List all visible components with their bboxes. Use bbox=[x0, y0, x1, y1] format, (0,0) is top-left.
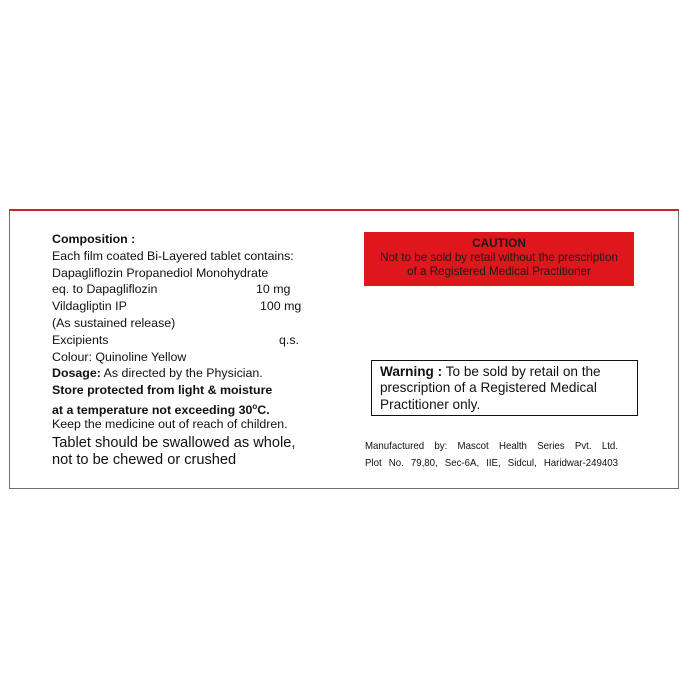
swallow-line-1: Tablet should be swallowed as whole, bbox=[52, 434, 296, 451]
dosage-label: Dosage: bbox=[52, 366, 101, 381]
excipients-qty: q.s. bbox=[279, 332, 299, 347]
ingredient-dapagliflozin-equivalent bbox=[52, 281, 362, 298]
dosage-text: As directed by the Physician. bbox=[103, 366, 263, 381]
ingredient-dapagliflozin-eq-label: eq. to Dapagliflozin bbox=[52, 282, 158, 297]
caution-line-1: Not to be sold by retail without the prescription bbox=[380, 250, 618, 264]
ingredient-vildagliptin-note: (As sustained release) bbox=[52, 315, 176, 330]
degree-symbol: o bbox=[252, 401, 258, 411]
ingredient-vildagliptin-label: Vildagliptin IP bbox=[52, 299, 127, 314]
colour-line: Colour: Quinoline Yellow bbox=[52, 349, 187, 364]
manufacturer-block bbox=[365, 438, 618, 472]
manufacturer-line-1: Manufactured by: Mascot Health Series Pvt. Ltd. bbox=[365, 441, 618, 452]
storage-line-1: Store protected from light & moisture bbox=[52, 383, 273, 398]
storage-line-2-prefix: at a temperature not exceeding 30 bbox=[52, 402, 253, 417]
warning-text-1: To be sold by retail on the bbox=[445, 364, 601, 379]
excipients-row bbox=[52, 332, 362, 349]
composition-contains-line: Each film coated Bi-Layered tablet contains: bbox=[52, 248, 294, 263]
caution-line-2: of a Registered Medical Practitioner bbox=[407, 265, 591, 279]
swallow-line-2: not to be chewed or crushed bbox=[52, 452, 237, 469]
composition-heading: Composition : bbox=[52, 232, 136, 246]
caution-box bbox=[364, 232, 634, 286]
warning-label: Warning : bbox=[380, 364, 443, 379]
warning-line-3: Practitioner only. bbox=[380, 396, 481, 412]
manufacturer-address: Plot No. 79,80, Sec-6A, IIE, Sidcul, Haridwar-249403 bbox=[365, 458, 618, 469]
dosage-line bbox=[52, 365, 362, 382]
warning-line-2: prescription of a Registered Medical bbox=[380, 380, 597, 396]
excipients-label: Excipients bbox=[52, 332, 109, 347]
ingredient-dapagliflozin: Dapagliflozin Propanediol Monohydrate bbox=[52, 265, 269, 280]
keep-away-line: Keep the medicine out of reach of children. bbox=[52, 416, 288, 431]
storage-line-2 bbox=[52, 399, 362, 416]
composition-block bbox=[52, 231, 362, 470]
ingredient-dapagliflozin-dose: 10 mg bbox=[256, 282, 291, 297]
medicine-label-panel bbox=[9, 209, 679, 489]
warning-line-1 bbox=[380, 364, 629, 380]
storage-line-2-suffix: C. bbox=[257, 402, 270, 417]
ingredient-vildagliptin-dose: 100 mg bbox=[260, 299, 302, 314]
ingredient-vildagliptin bbox=[52, 298, 362, 315]
caution-title: CAUTION bbox=[472, 236, 526, 250]
warning-box bbox=[371, 360, 638, 416]
